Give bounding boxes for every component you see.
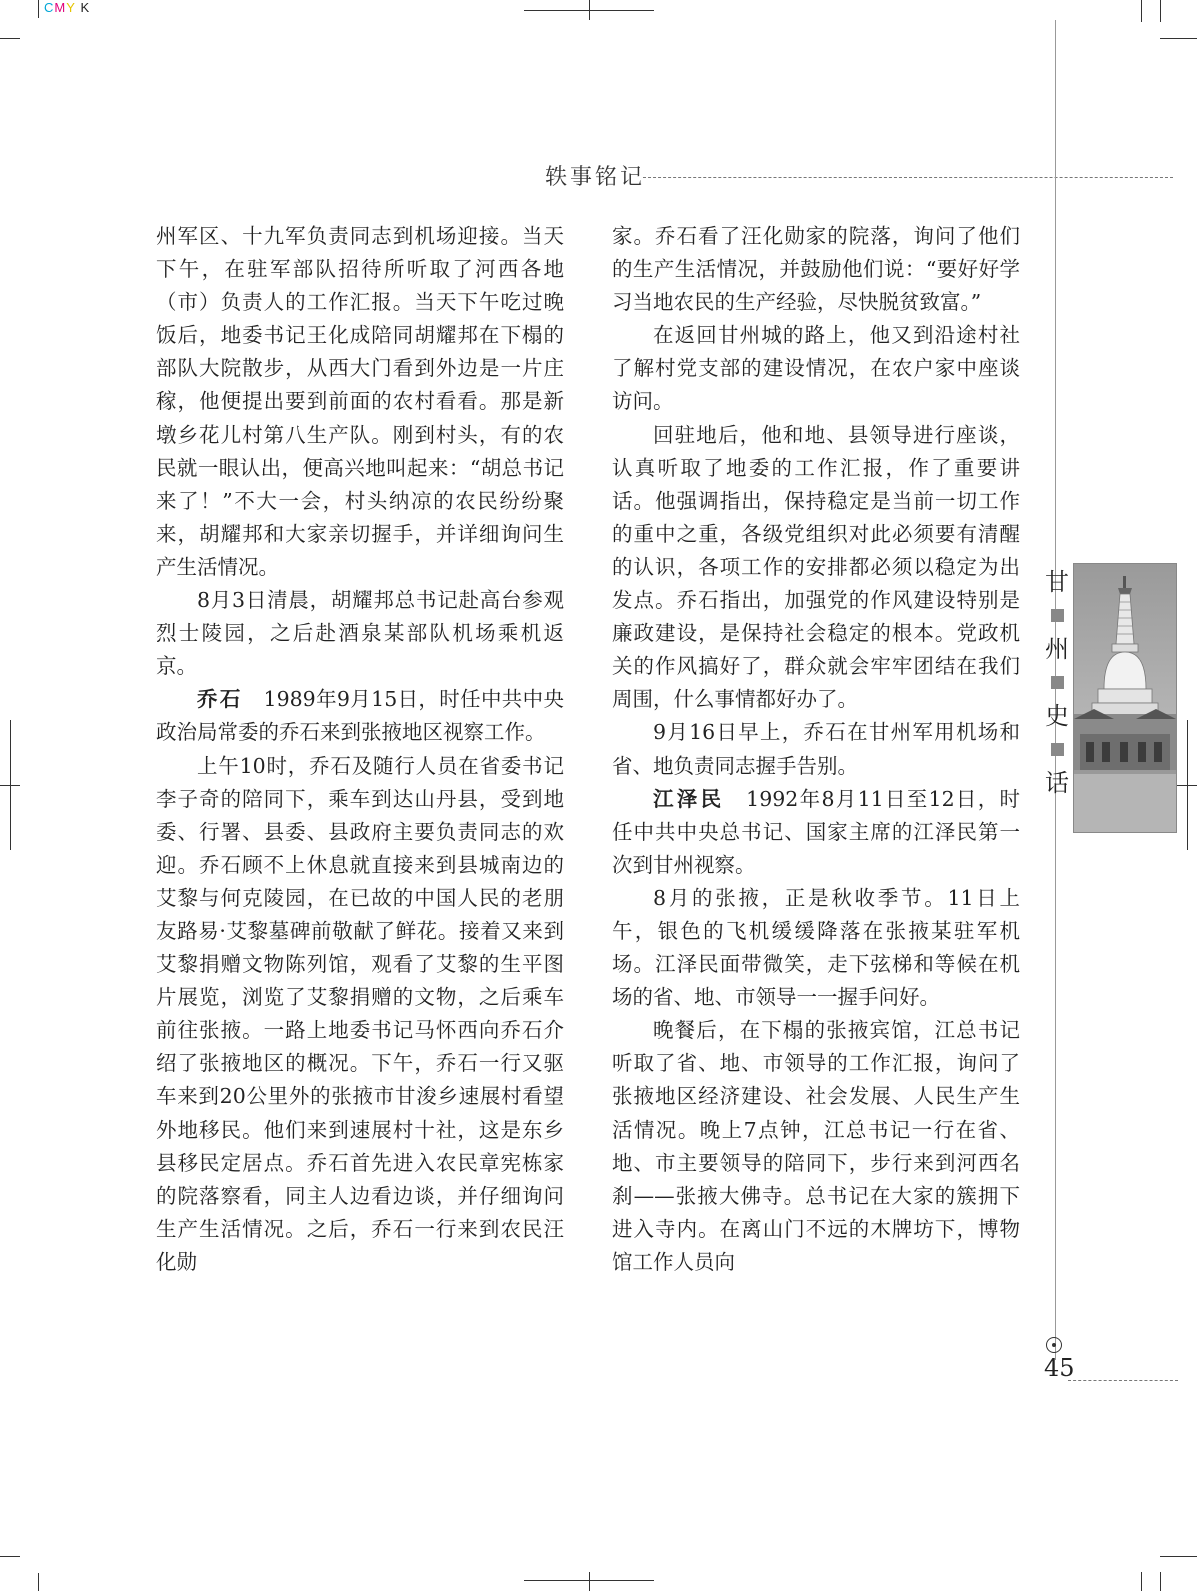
- square-bullet-icon: [1051, 676, 1064, 689]
- header-dashed-rule: [643, 177, 1173, 178]
- crop-mark: [1141, 1572, 1142, 1591]
- side-tab-char: 州: [1045, 635, 1069, 663]
- paragraph: 上午10时，乔石及随行人员在省委书记李子奇的陪同下，乘车到达山丹县，受到地委、行署、县委、县政府主要负责同志的欢迎。乔石顾不上休息就直接来到县城南边的艾黎与何克陵园，在已故的中国人民的老朋友路易·艾黎墓碑前敬献了鲜花。接着又来到艾黎捐赠文物陈列馆，观看了艾黎的生平图片展览，浏览了艾黎捐赠的文物，之后乘车前往张掖。一路上地委书记马怀西向乔石介绍了张掖地区的概况。下午，乔石一行又驱车来到20公里外的张掖市甘浚乡速展村看望外地移民。他们来到速展村十社，这是东乡县移民定居点。乔石首先进入农民章宪栋家的院落察看，同主人边看边谈，并仔细询问生产生活情况。之后，乔石一行来到农民汪化勋: [156, 753, 564, 1274]
- series-side-tab: [1040, 565, 1074, 800]
- cmyk-y: Y: [66, 0, 76, 15]
- crop-mark: [1160, 0, 1161, 22]
- cmyk-color-bar: [44, 0, 90, 15]
- right-text-column: [612, 220, 1020, 1279]
- footer-dashed-rule: [1068, 1380, 1178, 1381]
- paragraph: [612, 783, 1020, 882]
- page-number-ornament-icon: [1046, 1337, 1062, 1353]
- crop-mark: [1160, 1556, 1197, 1557]
- crop-mark: [0, 785, 20, 786]
- crop-mark: [38, 0, 39, 18]
- crop-mark: [589, 1572, 590, 1591]
- paragraph: 8月3日清晨，胡耀邦总书记赴高台参观烈士陵园，之后赴酒泉某部队机场乘机返京。: [156, 588, 564, 679]
- paragraph: 晚餐后，在下榻的张掖宾馆，江总书记听取了省、地、市领导的工作汇报，询问了张掖地区经济建设、社会发展、人民生产生活情况。晚上7点钟，江总书记一行在省、地、市主要领导的陪同下，步行来到河西名刹——张掖大佛寺。总书记在大家的簇拥下进入寺内。在离山门不远的木牌坊下，博物馆工作人员向: [612, 1018, 1020, 1274]
- square-bullet-icon: [1051, 743, 1064, 756]
- paragraph-text: 1992年8月11日至12日，时任中共中央总书记、国家主席的江泽民第一次到甘州视察。: [612, 786, 1021, 877]
- running-header: 轶事铭记: [545, 165, 646, 190]
- crop-mark: [1160, 38, 1197, 39]
- paragraph: 9月16日早上，乔石在甘州军用机场和省、地负责同志握手告别。: [612, 720, 1020, 778]
- crop-mark: [1141, 0, 1142, 22]
- paragraph: 家。乔石看了汪化勋家的院落，询问了他们的生产生活情况，并鼓励他们说：“要好好学习当地农民的生产经验，尽快脱贫致富。”: [612, 224, 1020, 315]
- pagoda-image: [1074, 564, 1176, 832]
- paragraph: 回驻地后，他和地、县领导进行座谈，认真听取了地委的工作汇报，作了重要讲话。他强调指出，保持稳定是当前一切工作的重中之重，各级党组织对此必须要有清醒的认识，各项工作的安排都必须以稳定为出发点。乔石指出，加强党的作风建设特别是廉政建设，是保持社会稳定的根本。党政机关的作风搞好了，群众就会牢牢团结在我们周围，什么事情都好办了。: [612, 422, 1020, 712]
- left-text-column: [156, 220, 564, 1279]
- cmyk-k: K: [80, 0, 91, 15]
- side-tab-char: 史: [1045, 702, 1069, 730]
- section-name: 江泽民: [653, 786, 725, 811]
- pagoda-photo: [1073, 563, 1177, 833]
- page-number: 45: [1044, 1354, 1075, 1382]
- paragraph-text: 1989年9月15日，时任中共中央政治局常委的乔石来到张掖地区视察工作。: [156, 687, 564, 745]
- crop-mark: [589, 0, 590, 20]
- paragraph: 在返回甘州城的路上，他又到沿途村社了解村党支部的建设情况，在农户家中座谈访问。: [612, 323, 1020, 414]
- cmyk-c: C: [44, 0, 55, 15]
- cmyk-m: M: [54, 0, 67, 15]
- side-tab-char: 甘: [1045, 568, 1069, 596]
- paragraph: 8月的张掖，正是秋收季节。11日上午，银色的飞机缓缓降落在张掖某驻军机场。江泽民面带微笑，走下弦梯和等候在机场的省、地、市领导一一握手问好。: [612, 885, 1020, 1010]
- crop-mark: [0, 1556, 20, 1557]
- side-tab-char: 话: [1045, 769, 1069, 797]
- crop-mark: [1160, 1572, 1161, 1591]
- crop-mark: [1177, 785, 1197, 786]
- paragraph: 州军区、十九军负责同志到机场迎接。当天下午，在驻军部队招待所听取了河西各地（市）负责人的工作汇报。当天下午吃过晚饭后，地委书记王化成陪同胡耀邦在下榻的部队大院散步，从西大门看到外边是一片庄稼，他便提出要到前面的农村看看。那是新墩乡花儿村第八生产队。刚到村头，有的农民就一眼认出，便高兴地叫起来：“胡总书记来了！”不大一会，村头纳凉的农民纷纷聚来，胡耀邦和大家亲切握手，并详细询问生产生活情况。: [156, 224, 564, 579]
- section-name: 乔石: [197, 687, 243, 712]
- crop-mark: [38, 1573, 39, 1591]
- crop-mark: [0, 38, 20, 39]
- square-bullet-icon: [1051, 609, 1064, 622]
- paragraph: [156, 683, 564, 749]
